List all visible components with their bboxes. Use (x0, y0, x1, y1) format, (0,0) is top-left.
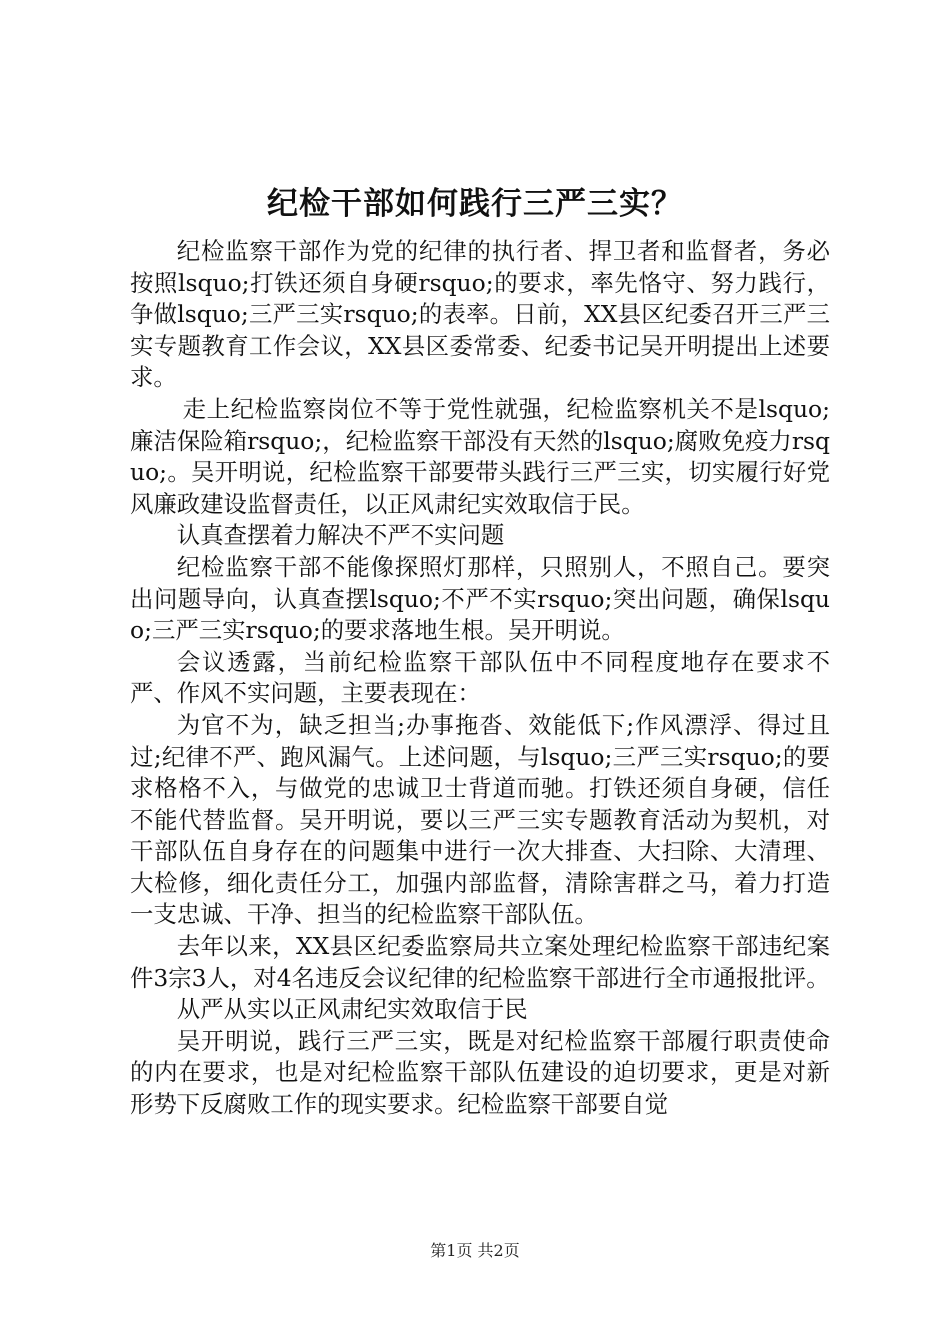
paragraph-meeting-disclosure: 会议透露，当前纪检监察干部队伍中不同程度地存在要求不严、作风不实问题，主要表现在： (130, 647, 830, 708)
document-title: 纪检干部如何践行三严三实？ (267, 186, 683, 222)
paragraph-post-not-party: 走上纪检监察岗位不等于党性就强，纪检监察机关不是lsquo;廉洁保险箱rsquo;，纪检监察干部没有天然的lsquo;腐败免疫力rsquo;。吴开明说，纪检监察干部要带头践行三严三实，切实履行好党风廉政建设监督责任，以正风肃纪实效取信于民。 (130, 394, 830, 518)
document-body (130, 236, 830, 1121)
paragraph-intro: 纪检监察干部作为党的纪律的执行者、捍卫者和监督者，务必按照lsquo;打铁还须自身硬rsquo;的要求，率先恪守、努力践行，争做lsquo;三严三实rsquo;的表率。日前，XX县区纪委召开三严三实专题教育工作会议，XX县区委常委、纪委书记吴开明提出上述要求。 (130, 237, 830, 392)
paragraph-manifestations: 为官不为，缺乏担当;办事拖沓、效能低下;作风漂浮、得过且过;纪律不严、跑风漏气。上述问题，与lsquo;三严三实rsquo;的要求格格不入，与做党的忠诚卫士背道而驰。打铁还须自身硬，信任不能代替监督。吴开明说，要以三严三实专题教育活动为契机，对干部队伍自身存在的问题集中进行一次大排查、大扫除、大清理、大检修，细化责任分工，加强内部监督，清除害群之马，着力打造一支忠诚、干净、担当的纪检监察干部队伍。 (130, 710, 830, 929)
paragraph-cases: 去年以来，XX县区纪委监察局共立案处理纪检监察干部违纪案件3宗3人，对4名违反会议纪律的纪检监察干部进行全市通报批评。 (130, 932, 830, 992)
paragraph-searchlight: 纪检监察干部不能像探照灯那样，只照别人，不照自己。要突出问题导向，认真查摆lsquo;不严不实rsquo;突出问题，确保lsquo;三严三实rsquo;的要求落地生根。吴开明说。 (130, 552, 830, 645)
section-heading-problems: 认真查摆着力解决不严不实问题 (176, 521, 505, 550)
paragraph-requirements: 吴开明说，践行三严三实，既是对纪检监察干部履行职责使命的内在要求，也是对纪检监察干部队伍建设的迫切要求，更是对新形势下反腐败工作的现实要求。纪检监察干部要自觉 (130, 1026, 830, 1119)
page-footer: 第1页 共2页 (430, 1241, 520, 1260)
section-heading-strict: 从严从实以正风肃纪实效取信于民 (176, 995, 528, 1024)
